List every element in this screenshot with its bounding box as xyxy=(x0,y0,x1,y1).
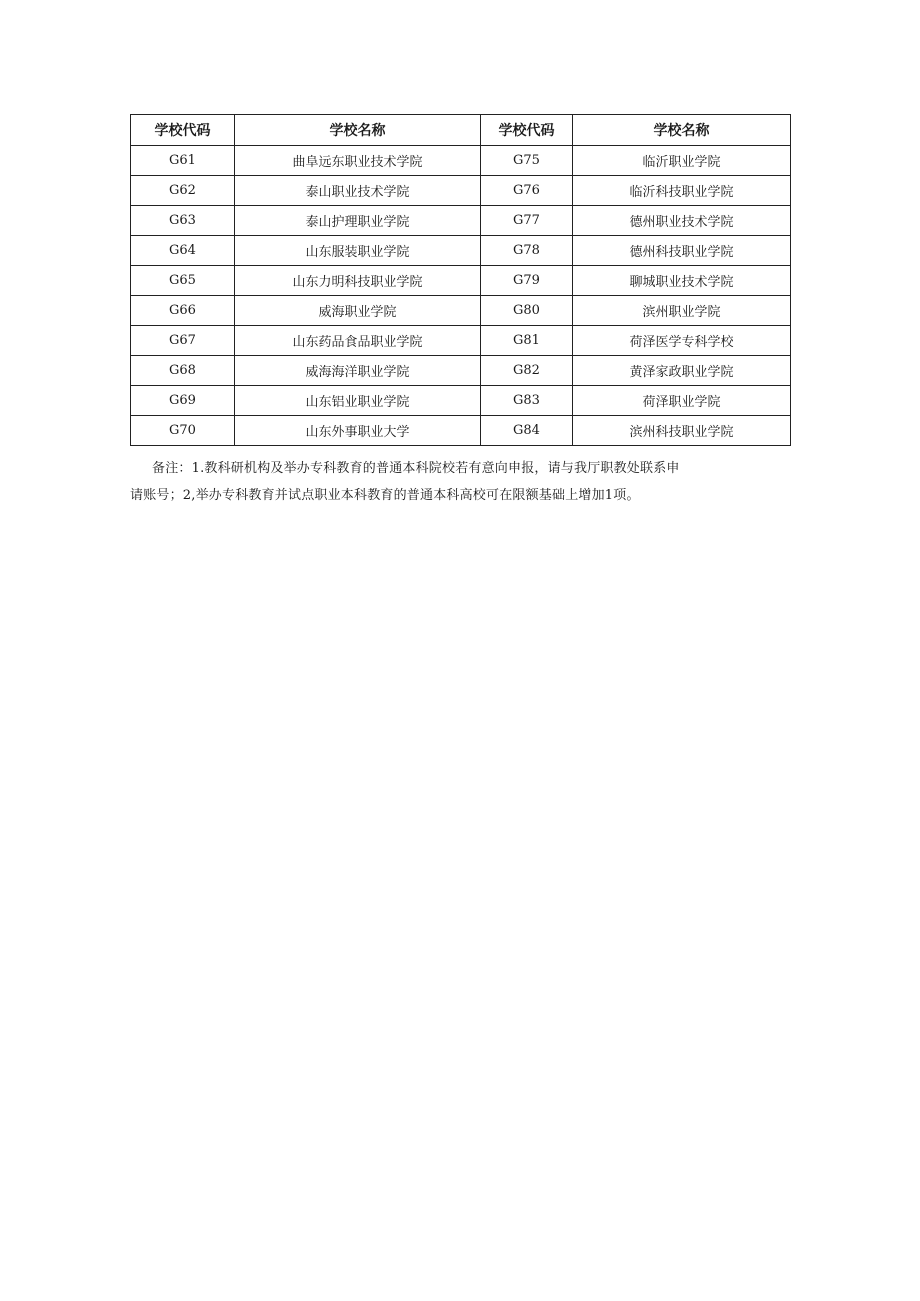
table-row xyxy=(131,176,791,206)
school-name-cell: 临沂职业学院 xyxy=(573,146,791,176)
table-row xyxy=(131,266,791,296)
school-name-cell: 荷泽医学专科学校 xyxy=(573,326,791,356)
school-code-table xyxy=(130,114,791,446)
table-row xyxy=(131,236,791,266)
school-name-cell: 山东药品食品职业学院 xyxy=(235,326,481,356)
school-code-cell: G64 xyxy=(131,236,235,266)
school-code-cell: G82 xyxy=(481,356,573,386)
school-code-cell: G63 xyxy=(131,206,235,236)
header-school-name: 学校名称 xyxy=(573,115,791,146)
school-name-cell: 山东力明科技职业学院 xyxy=(235,266,481,296)
table-row xyxy=(131,386,791,416)
school-name-cell: 德州职业技术学院 xyxy=(573,206,791,236)
school-code-cell: G78 xyxy=(481,236,573,266)
school-name-cell: 滨州科技职业学院 xyxy=(573,416,791,446)
school-name-cell: 威海职业学院 xyxy=(235,296,481,326)
school-name-cell: 山东服装职业学院 xyxy=(235,236,481,266)
school-name-cell: 聊城职业技术学院 xyxy=(573,266,791,296)
school-code-cell: G67 xyxy=(131,326,235,356)
school-name-cell: 黄泽家政职业学院 xyxy=(573,356,791,386)
school-name-cell: 曲阜远东职业技术学院 xyxy=(235,146,481,176)
school-name-cell: 滨州职业学院 xyxy=(573,296,791,326)
table-row xyxy=(131,146,791,176)
school-code-cell: G79 xyxy=(481,266,573,296)
school-name-cell: 德州科技职业学院 xyxy=(573,236,791,266)
school-code-cell: G62 xyxy=(131,176,235,206)
school-name-cell: 山东外事职业大学 xyxy=(235,416,481,446)
school-name-cell: 山东铝业职业学院 xyxy=(235,386,481,416)
table-row xyxy=(131,326,791,356)
school-code-cell: G75 xyxy=(481,146,573,176)
table-row xyxy=(131,296,791,326)
header-school-code: 学校代码 xyxy=(131,115,235,146)
remark-line-1: 备注：1.教科研机构及举办专科教育的普通本科院校若有意向申报，请与我厅职教处联系申 xyxy=(152,461,680,476)
school-code-cell: G80 xyxy=(481,296,573,326)
table-row xyxy=(131,416,791,446)
school-name-cell: 临沂科技职业学院 xyxy=(573,176,791,206)
header-school-code: 学校代码 xyxy=(481,115,573,146)
school-code-cell: G69 xyxy=(131,386,235,416)
table-header-row xyxy=(131,115,791,146)
school-code-cell: G66 xyxy=(131,296,235,326)
school-code-cell: G76 xyxy=(481,176,573,206)
school-code-cell: G70 xyxy=(131,416,235,446)
school-name-cell: 泰山职业技术学院 xyxy=(235,176,481,206)
school-name-cell: 泰山护理职业学院 xyxy=(235,206,481,236)
remark-line-2: 请账号；2,举办专科教育并试点职业本科教育的普通本科高校可在限额基础上增加1项。 xyxy=(130,488,640,503)
school-name-cell: 威海海洋职业学院 xyxy=(235,356,481,386)
school-code-cell: G65 xyxy=(131,266,235,296)
remark-note xyxy=(130,455,792,509)
table-row xyxy=(131,356,791,386)
table-row xyxy=(131,206,791,236)
header-school-name: 学校名称 xyxy=(235,115,481,146)
school-code-cell: G68 xyxy=(131,356,235,386)
school-code-cell: G81 xyxy=(481,326,573,356)
school-name-cell: 荷泽职业学院 xyxy=(573,386,791,416)
school-code-cell: G77 xyxy=(481,206,573,236)
school-code-cell: G61 xyxy=(131,146,235,176)
school-code-cell: G84 xyxy=(481,416,573,446)
school-code-cell: G83 xyxy=(481,386,573,416)
